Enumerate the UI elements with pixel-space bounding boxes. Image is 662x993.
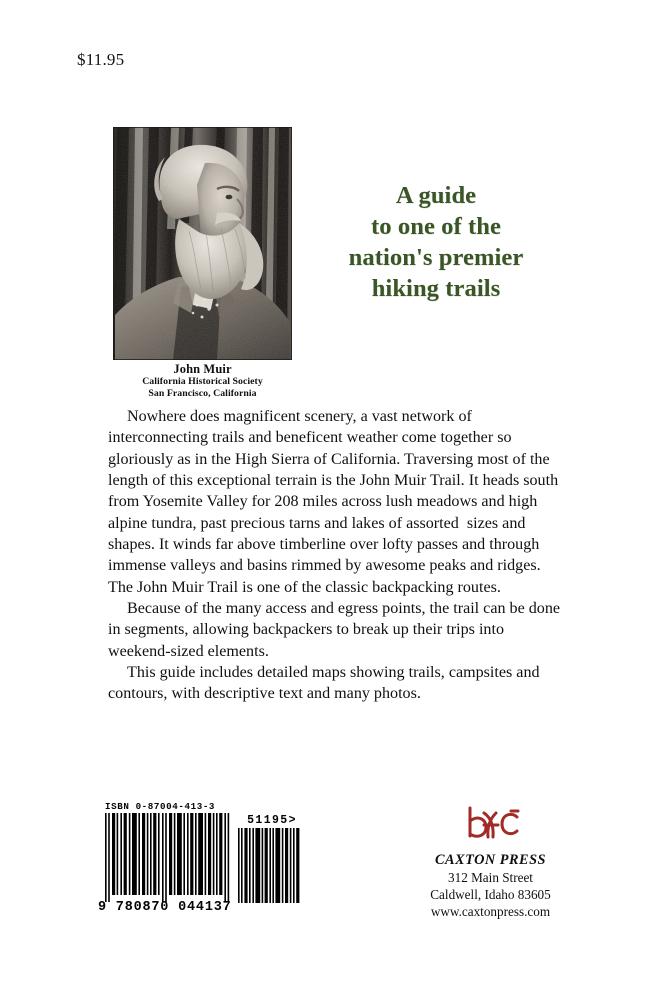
barcode-block [98,801,310,921]
headline-line-4: hiking trails [371,275,501,302]
ean13-barcode-icon [104,813,231,902]
headline-line-3: nation's premier [348,244,524,271]
author-photo-image [113,127,292,360]
photo-caption [113,362,292,399]
price-label: $11.95 [77,50,125,69]
caxton-monogram-logo-icon [460,803,522,845]
caption-name: John Muir [173,362,232,376]
publisher-name: CAXTON PRESS [434,852,546,868]
headline-line-2: to one of the [371,213,501,240]
description-text [108,406,565,705]
price-addon-barcode-icon [237,828,302,903]
caption-line-2: San Francisco, California [148,387,257,399]
isbn-label: ISBN 0-87004-413-3 [105,801,216,812]
publisher-website: www.caxtonpress.com [430,904,551,919]
publisher-address-line-1: 312 Main Street [448,870,533,885]
headline [312,180,560,304]
publisher-block [398,803,583,920]
description-paragraph-3: This guide includes detailed maps showing trails, campsites and contours, with descriptive text and many photos. [108,664,544,703]
publisher-address-line-2: Caldwell, Idaho 83605 [430,887,551,902]
caption-line-1: California Historical Society [142,376,263,387]
ean13-digits: 9 780870 044137 [98,900,232,915]
description-paragraph-1: Nowhere does magnificent scenery, a vast network of interconnecting trails and beneficent weather come together so gloriously as in the High Sierra of California. Traversing most of the length of this exceptional terrain is the John Muir Trail. It heads south from Yosemite Valley for 208 miles across lush meadows and high alpine tundra, past precious tarns and lakes of assorted sizes and shapes. It winds far above timberline over lofty passes and through immense valleys and basins rimmed by awesome peaks and ridges. The John Muir Trail is one of the classic backpacking routes. [108,408,563,596]
addon-digits: 51195> [247,814,297,827]
headline-line-1: A guide [395,182,477,209]
description-paragraph-2: Because of the many access and egress points, the trail can be done in segments, allowing backpackers to break up their trips into weekend-sized elements. [108,600,565,660]
author-photo [113,127,292,360]
